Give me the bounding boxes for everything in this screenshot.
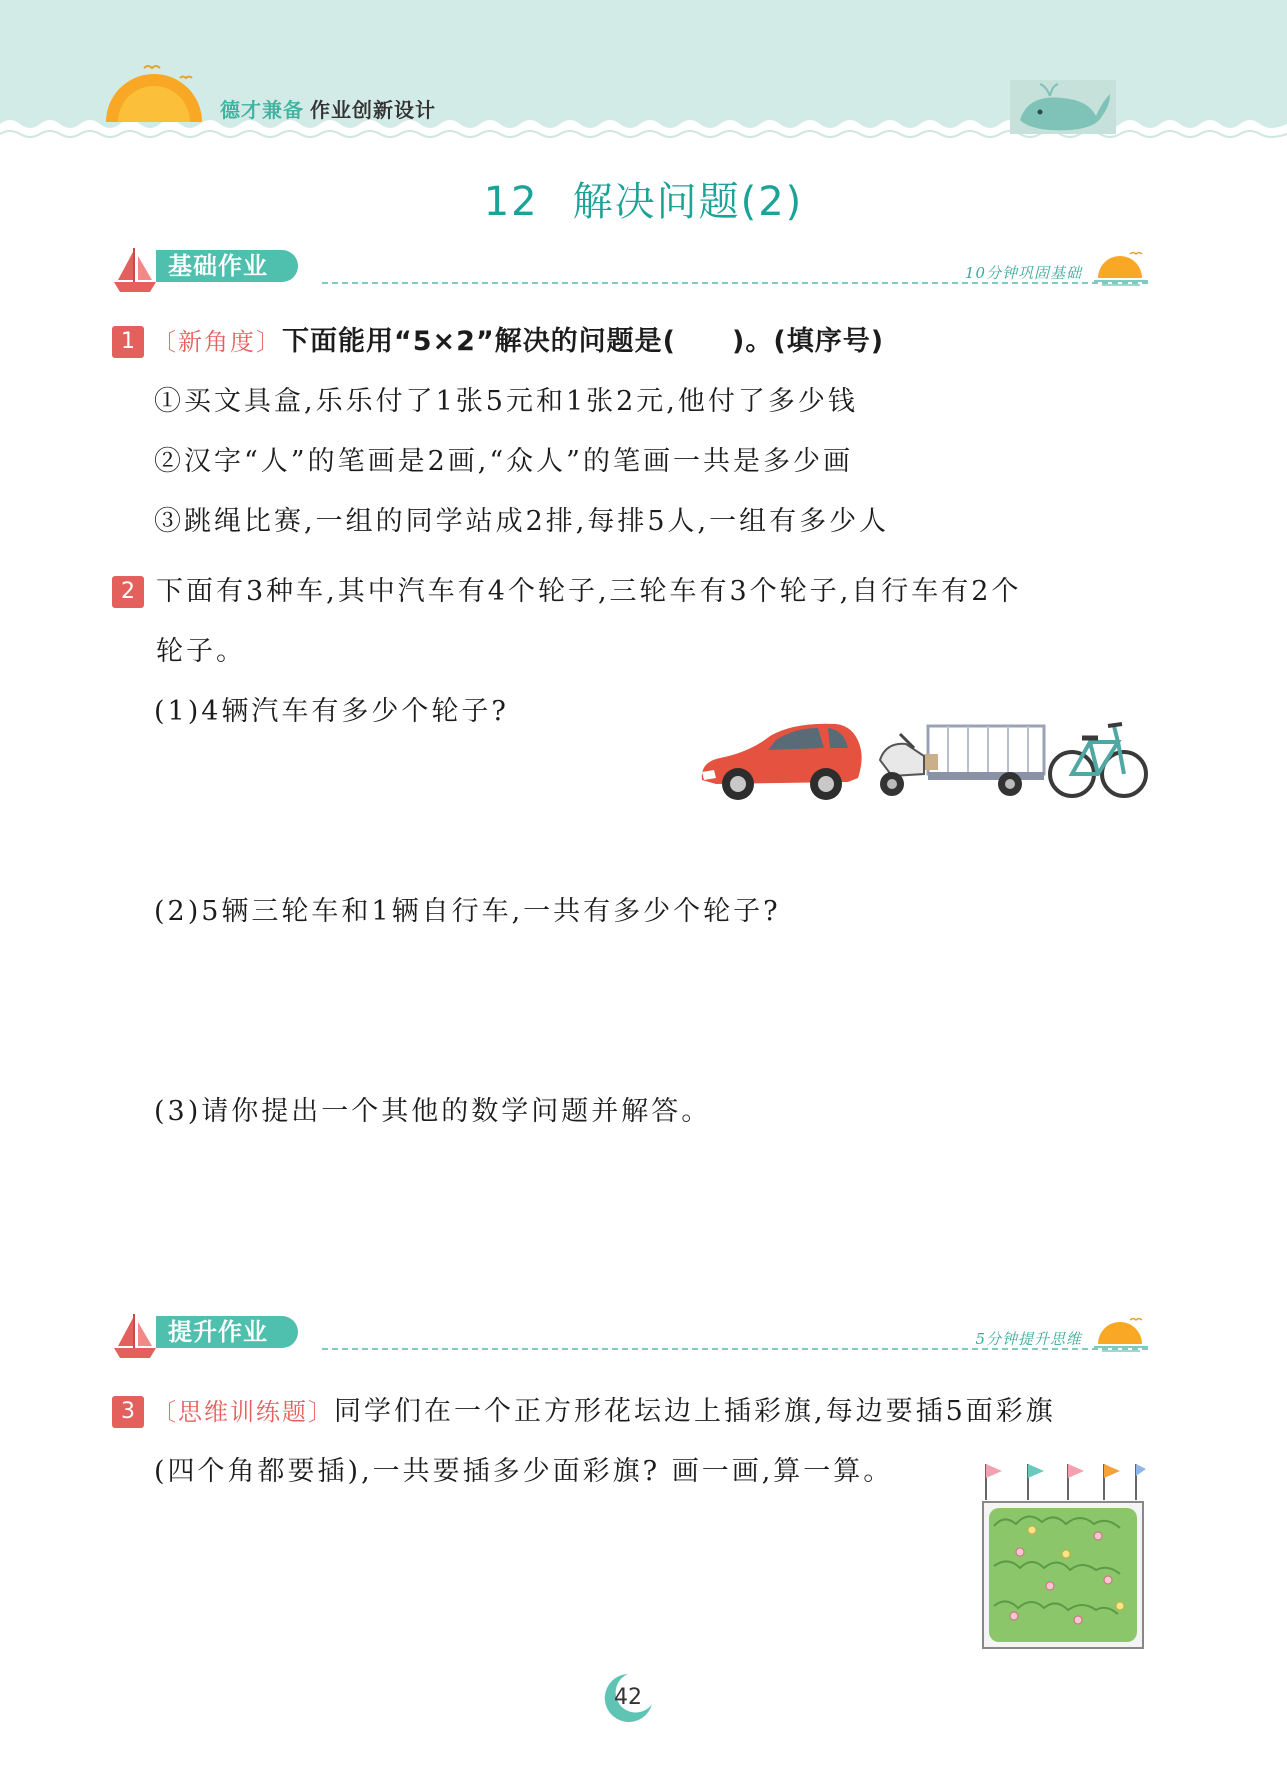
question-3-stem-line-1 — [152, 1394, 1056, 1430]
question-1-stem: 下面能用“5×2”解决的问题是( )。(填序号) — [282, 326, 885, 357]
question-1-option-3: ③跳绳比赛,一组的同学站成2排,每排5人,一组有多少人 — [154, 506, 890, 537]
question-2-sub-1: (1)4辆汽车有多少个轮子? — [154, 696, 509, 727]
section-advanced-label: 提升作业 — [156, 1316, 298, 1348]
flag-icon — [986, 1464, 1146, 1500]
question-3-tag: 〔思维训练题〕 — [152, 1398, 334, 1426]
brand-primary: 德才兼备 — [220, 98, 304, 122]
car-icon — [702, 724, 862, 800]
lesson-title — [0, 170, 1287, 227]
sun-icon — [1094, 1314, 1148, 1352]
section-basic-header — [112, 244, 1148, 304]
lesson-number: 12 — [483, 179, 539, 225]
question-3-stem-1: 同学们在一个正方形花坛边上插彩旗,每边要插5面彩旗 — [334, 1396, 1056, 1427]
whale-icon — [1010, 76, 1116, 134]
question-2-stem-line-1: 下面有3种车,其中汽车有4个轮子,三轮车有3个轮子,自行车有2个 — [156, 576, 1022, 607]
question-1-stem-line — [152, 324, 884, 360]
brand — [220, 94, 436, 123]
sailboat-icon — [112, 246, 158, 294]
question-1-tag: 〔新角度〕 — [152, 328, 282, 356]
question-1-badge: 1 — [112, 326, 144, 358]
vehicles-illustration — [698, 712, 1148, 804]
bicycle-icon — [1050, 724, 1146, 796]
question-3-stem-line-2: (四个角都要插),一共要插多少面彩旗? 画一画,算一算。 — [154, 1456, 894, 1487]
sailboat-icon — [112, 1312, 158, 1360]
lesson-name: 解决问题(2) — [572, 179, 804, 225]
page-number: 42 — [614, 1685, 642, 1710]
section-advanced-header — [112, 1310, 1148, 1370]
tricycle-icon — [880, 726, 1044, 796]
question-3-badge: 3 — [112, 1396, 144, 1428]
section-advanced-note: 5分钟提升思维 — [975, 1330, 1082, 1348]
brand-secondary: 作业创新设计 — [310, 98, 436, 122]
section-basic-label: 基础作业 — [156, 250, 298, 282]
question-1-option-1: ①买文具盒,乐乐付了1张5元和1张2元,他付了多少钱 — [154, 386, 858, 417]
question-1-option-2: ②汉字“人”的笔画是2画,“众人”的笔画一共是多少画 — [154, 446, 853, 477]
question-2-sub-2: (2)5辆三轮车和1辆自行车,一共有多少个轮子? — [154, 896, 781, 927]
question-2-sub-3: (3)请你提出一个其他的数学问题并解答。 — [154, 1096, 712, 1127]
sun-icon — [1094, 248, 1148, 286]
section-basic-note: 10分钟巩固基础 — [964, 264, 1082, 282]
question-2-badge: 2 — [112, 576, 144, 608]
question-2-stem-line-2: 轮子。 — [156, 636, 246, 667]
flowerbed-illustration — [980, 1456, 1146, 1650]
sunset-icon — [104, 60, 204, 160]
